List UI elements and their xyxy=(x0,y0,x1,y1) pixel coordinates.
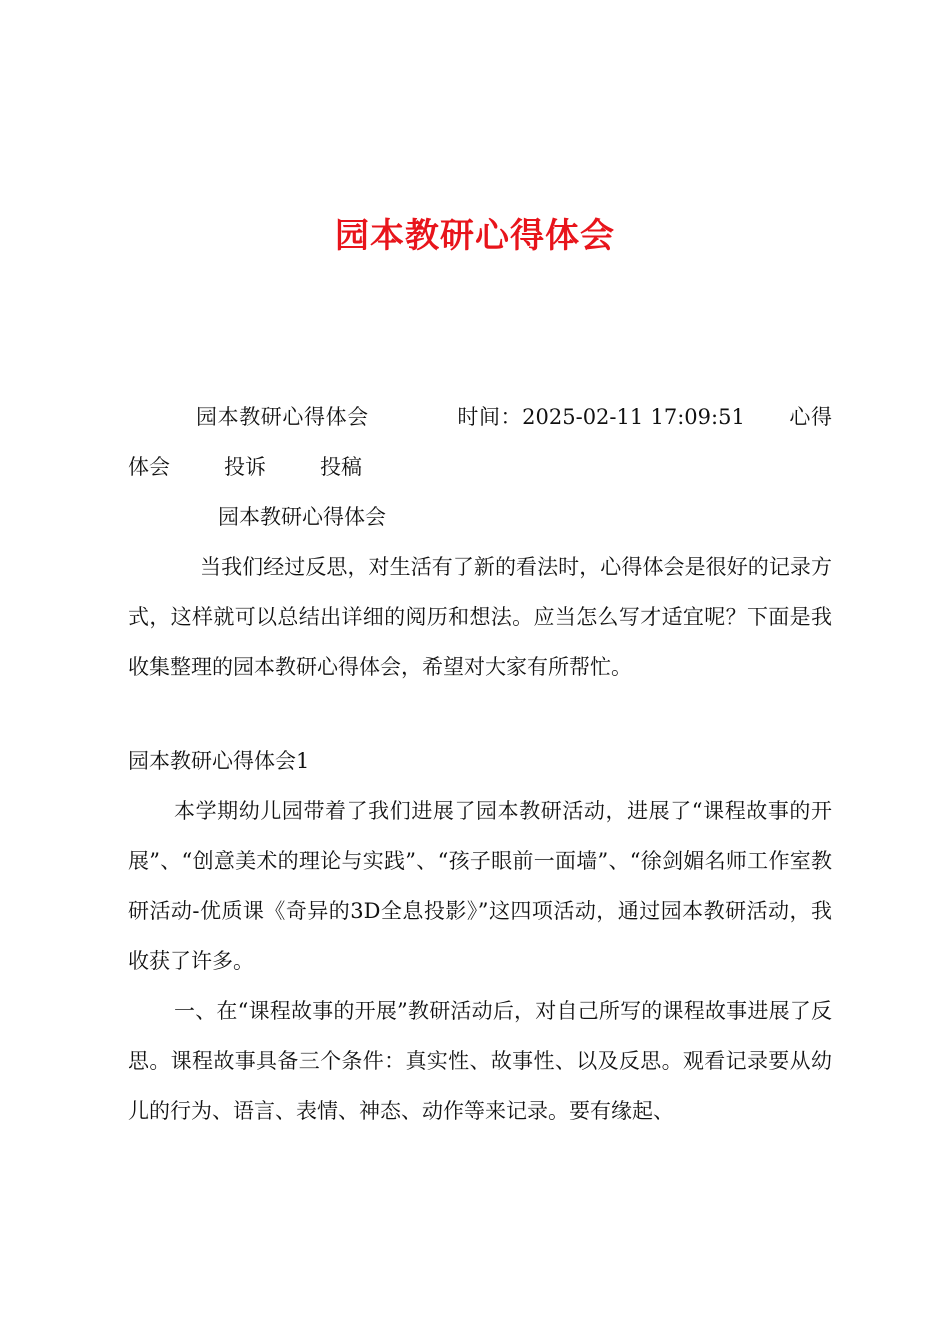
sub-title: 园本教研心得体会 xyxy=(218,505,386,529)
meta-category-link[interactable]: 心得体会 xyxy=(128,405,833,479)
document-title: 园本教研心得体会 xyxy=(335,216,615,256)
meta-time-value: 2025-02-11 17:09:51 xyxy=(522,405,745,429)
complaint-link[interactable]: 投诉 xyxy=(224,455,266,479)
section-spacer xyxy=(128,692,832,736)
meta-line xyxy=(128,392,832,492)
intro-paragraph: 当我们经过反思，对生活有了新的看法时，心得体会是很好的记录方式，这样就可以总结出详细的阅历和想法。应当怎么写才适宜呢？下面是我收集整理的园本教研心得体会，希望对大家有所帮忙。 xyxy=(128,555,832,679)
section-heading: 园本教研心得体会1 xyxy=(128,749,310,773)
contribute-link[interactable]: 投稿 xyxy=(320,455,362,479)
document-body xyxy=(128,392,832,1136)
body-paragraph-1: 本学期幼儿园带着了我们进展了园本教研活动，进展了“课程故事的开展”、“创意美术的理论与实践”、“孩子眼前一面墙”、“徐剑媚名师工作室教研活动-优质课《奇异的3D全息投影》”这四项活动，通过园本教研活动，我收获了许多。 xyxy=(128,799,832,973)
meta-time-label: 时间： xyxy=(456,405,523,429)
body-paragraph-2: 一、在“课程故事的开展”教研活动后，对自己所写的课程故事进展了反思。课程故事具备三个条件：真实性、故事性、以及反思。观看记录要从幼儿的行为、语言、表情、神态、动作等来记录。要有缘起、 xyxy=(128,999,832,1123)
meta-article-title: 园本教研心得体会 xyxy=(196,405,369,429)
